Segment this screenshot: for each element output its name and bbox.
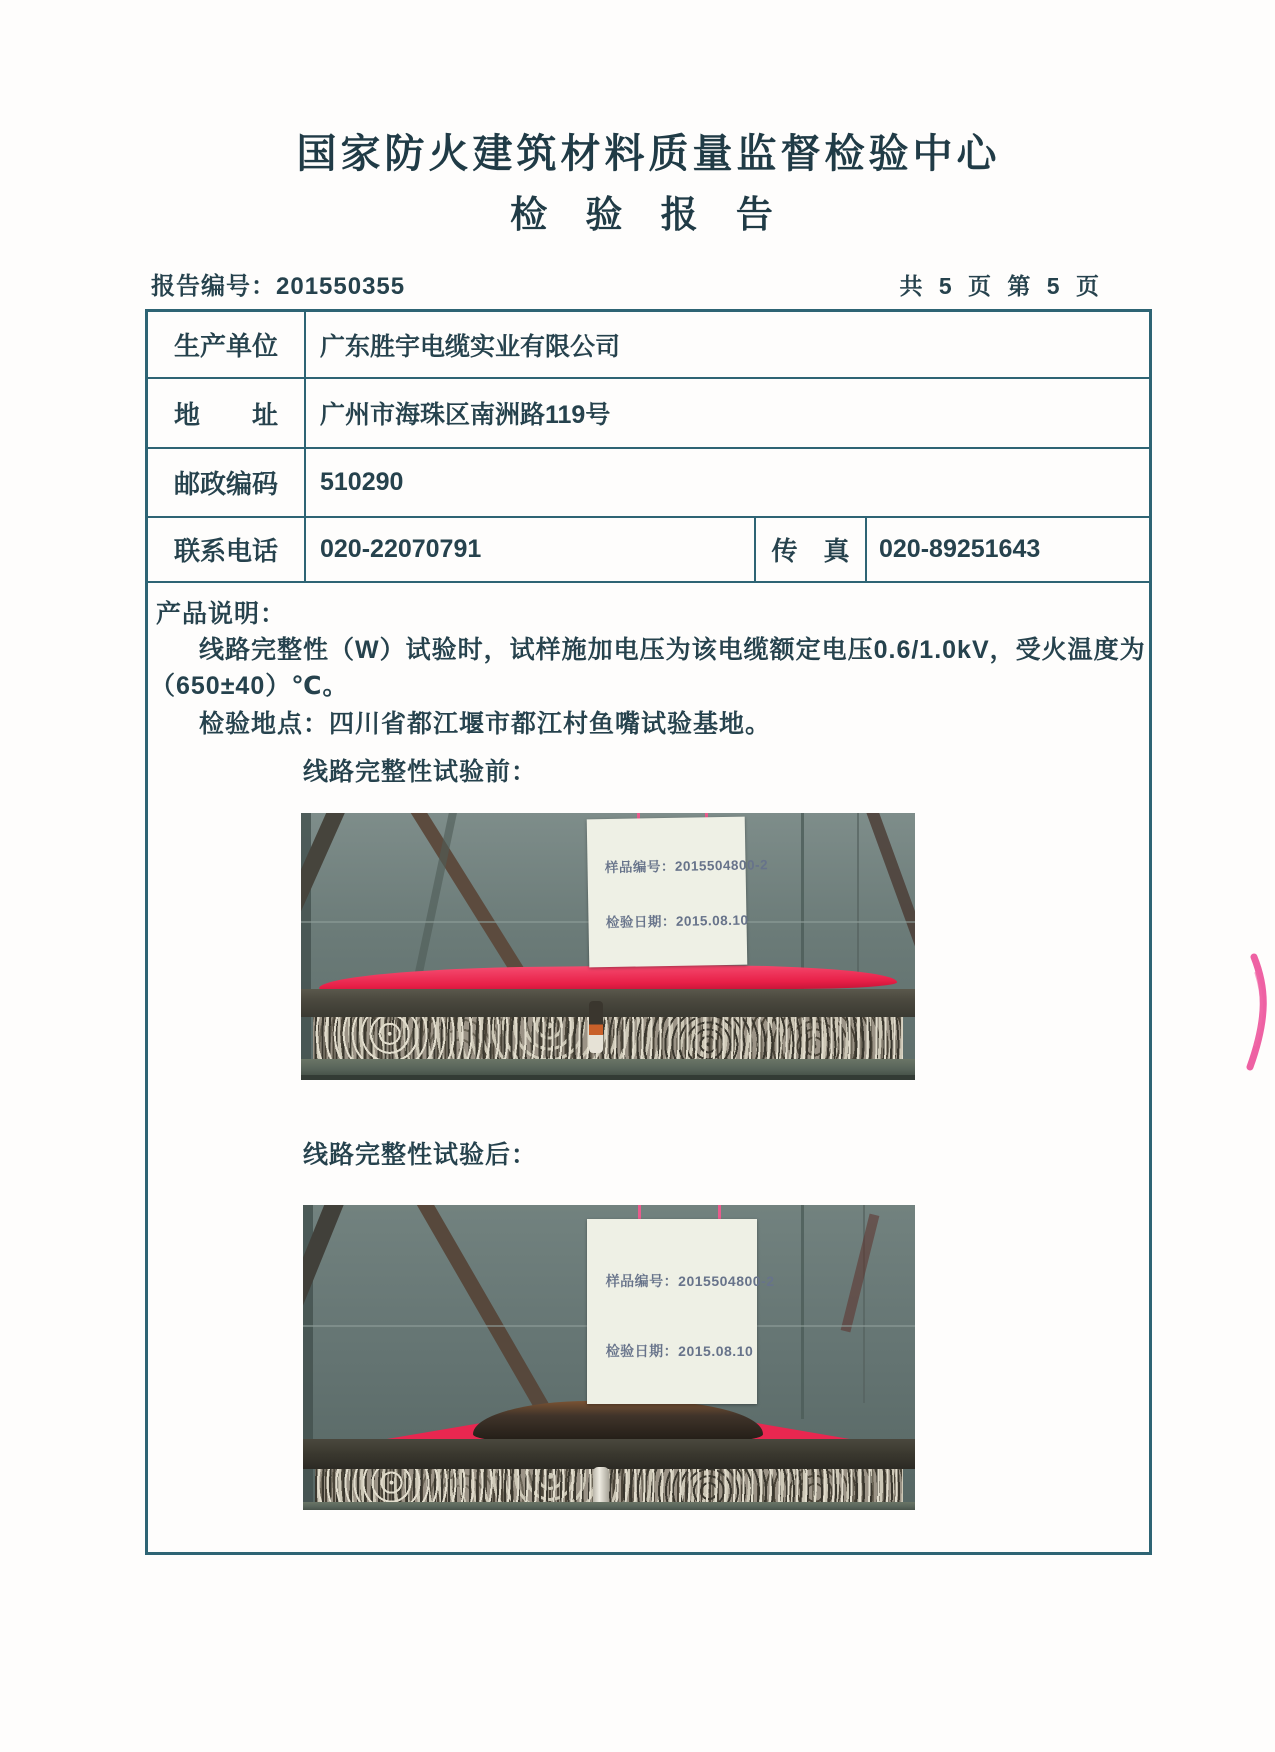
row-label: 生产单位 [148,312,306,377]
rust-streak [841,1214,880,1333]
ash-debris [313,1017,902,1059]
product-description-line1: 线路完整性（W）试验时，试样施加电压为该电缆额定电压0.6/1.0kV，受火温度为 [199,636,1146,664]
pink-pen-mark [1228,945,1275,1095]
furnace-strut [861,813,915,968]
table-row-address [148,379,1149,449]
test-date-line: 检验日期：2015.08.10 [605,1343,754,1359]
lower-rail [301,1059,915,1075]
row-label: 地 址 [148,379,306,447]
report-number-label: 报告编号： [151,273,276,300]
fax-value: 020-89251643 [879,535,1041,563]
report-number [151,266,405,301]
photo-caption-after: 线路完整性试验后： [303,1141,538,1169]
row-value: 广东胜宇电缆实业有限公司 [320,332,621,361]
row-label: 邮政编码 [148,449,306,516]
table-row-postcode [148,449,1149,518]
furnace-floor-shadow [301,1075,915,1080]
report-number-value: 201550355 [276,273,406,300]
sample-label-card [587,1219,775,1404]
table-row-phone-fax [148,518,1149,583]
test-photo-before [301,813,915,1080]
furnace-panel-seam [857,813,859,987]
sample-label-card [587,817,769,968]
lower-rail [303,1502,915,1510]
row-value: 广州市海珠区南洲路119号 [320,401,611,429]
support-beam [303,1439,915,1469]
report-title: 检 验 报 告 [510,194,787,235]
product-description-heading: 产品说明： [156,600,287,628]
charred-cable-sample [473,1401,763,1443]
info-table [145,309,1152,1555]
furnace-panel-seam [801,1205,804,1419]
report-center-title: 国家防火建筑材料质量监督检验中心 [296,132,1001,176]
product-description-line2: （650±40）℃。 [150,672,349,700]
row-label: 联系电话 [148,518,306,581]
test-photo-after [303,1205,915,1510]
sample-number-line: 样品编号：2015504800-2 [604,857,769,876]
page-count: 共 5 页 第 5 页 [899,273,1104,299]
thermocouple-bolt [589,1001,603,1053]
table-row-manufacturer [148,312,1149,379]
fax-label: 传 真 [754,518,867,581]
support-beam [301,989,915,1017]
photo-caption-before: 线路完整性试验前： [303,758,538,786]
sample-number-line: 样品编号：2015504800-2 [605,1273,775,1289]
test-date-line: 检验日期：2015.08.10 [605,912,749,931]
row-value: 510290 [320,468,404,496]
product-description-line3: 检验地点：四川省都江堰市都江村鱼嘴试验基地。 [199,710,772,738]
phone-value: 020-22070791 [320,535,482,563]
